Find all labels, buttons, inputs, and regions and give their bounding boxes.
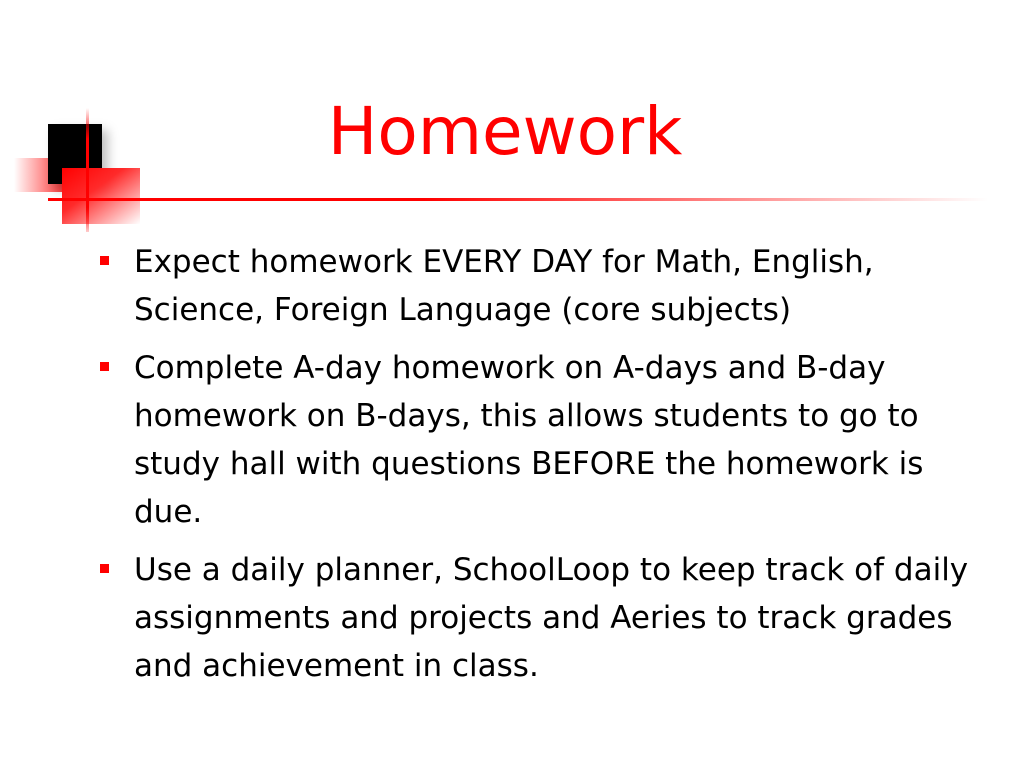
corner-ornament-vertical-line xyxy=(86,108,89,232)
bullet-item xyxy=(96,238,996,334)
square-bullet-icon xyxy=(100,564,109,573)
square-bullet-icon xyxy=(100,362,109,371)
bullet-list xyxy=(96,238,996,700)
corner-ornament-red-square xyxy=(62,168,140,224)
title-underline xyxy=(48,198,988,201)
bullet-text: Complete A-day homework on A-days and B-day homework on B-days, this allows students to go to study hall with questions BEFORE the homework is due. xyxy=(134,350,924,530)
bullet-item xyxy=(96,546,996,690)
square-bullet-icon xyxy=(100,256,109,265)
bullet-text: Use a daily planner, SchoolLoop to keep track of daily assignments and projects and Aeries to track grades and achievement in class. xyxy=(134,552,969,684)
bullet-item xyxy=(96,344,996,536)
bullet-text: Expect homework EVERY DAY for Math, English, Science, Foreign Language (core subjects) xyxy=(134,244,874,328)
slide-title: Homework xyxy=(327,93,683,170)
